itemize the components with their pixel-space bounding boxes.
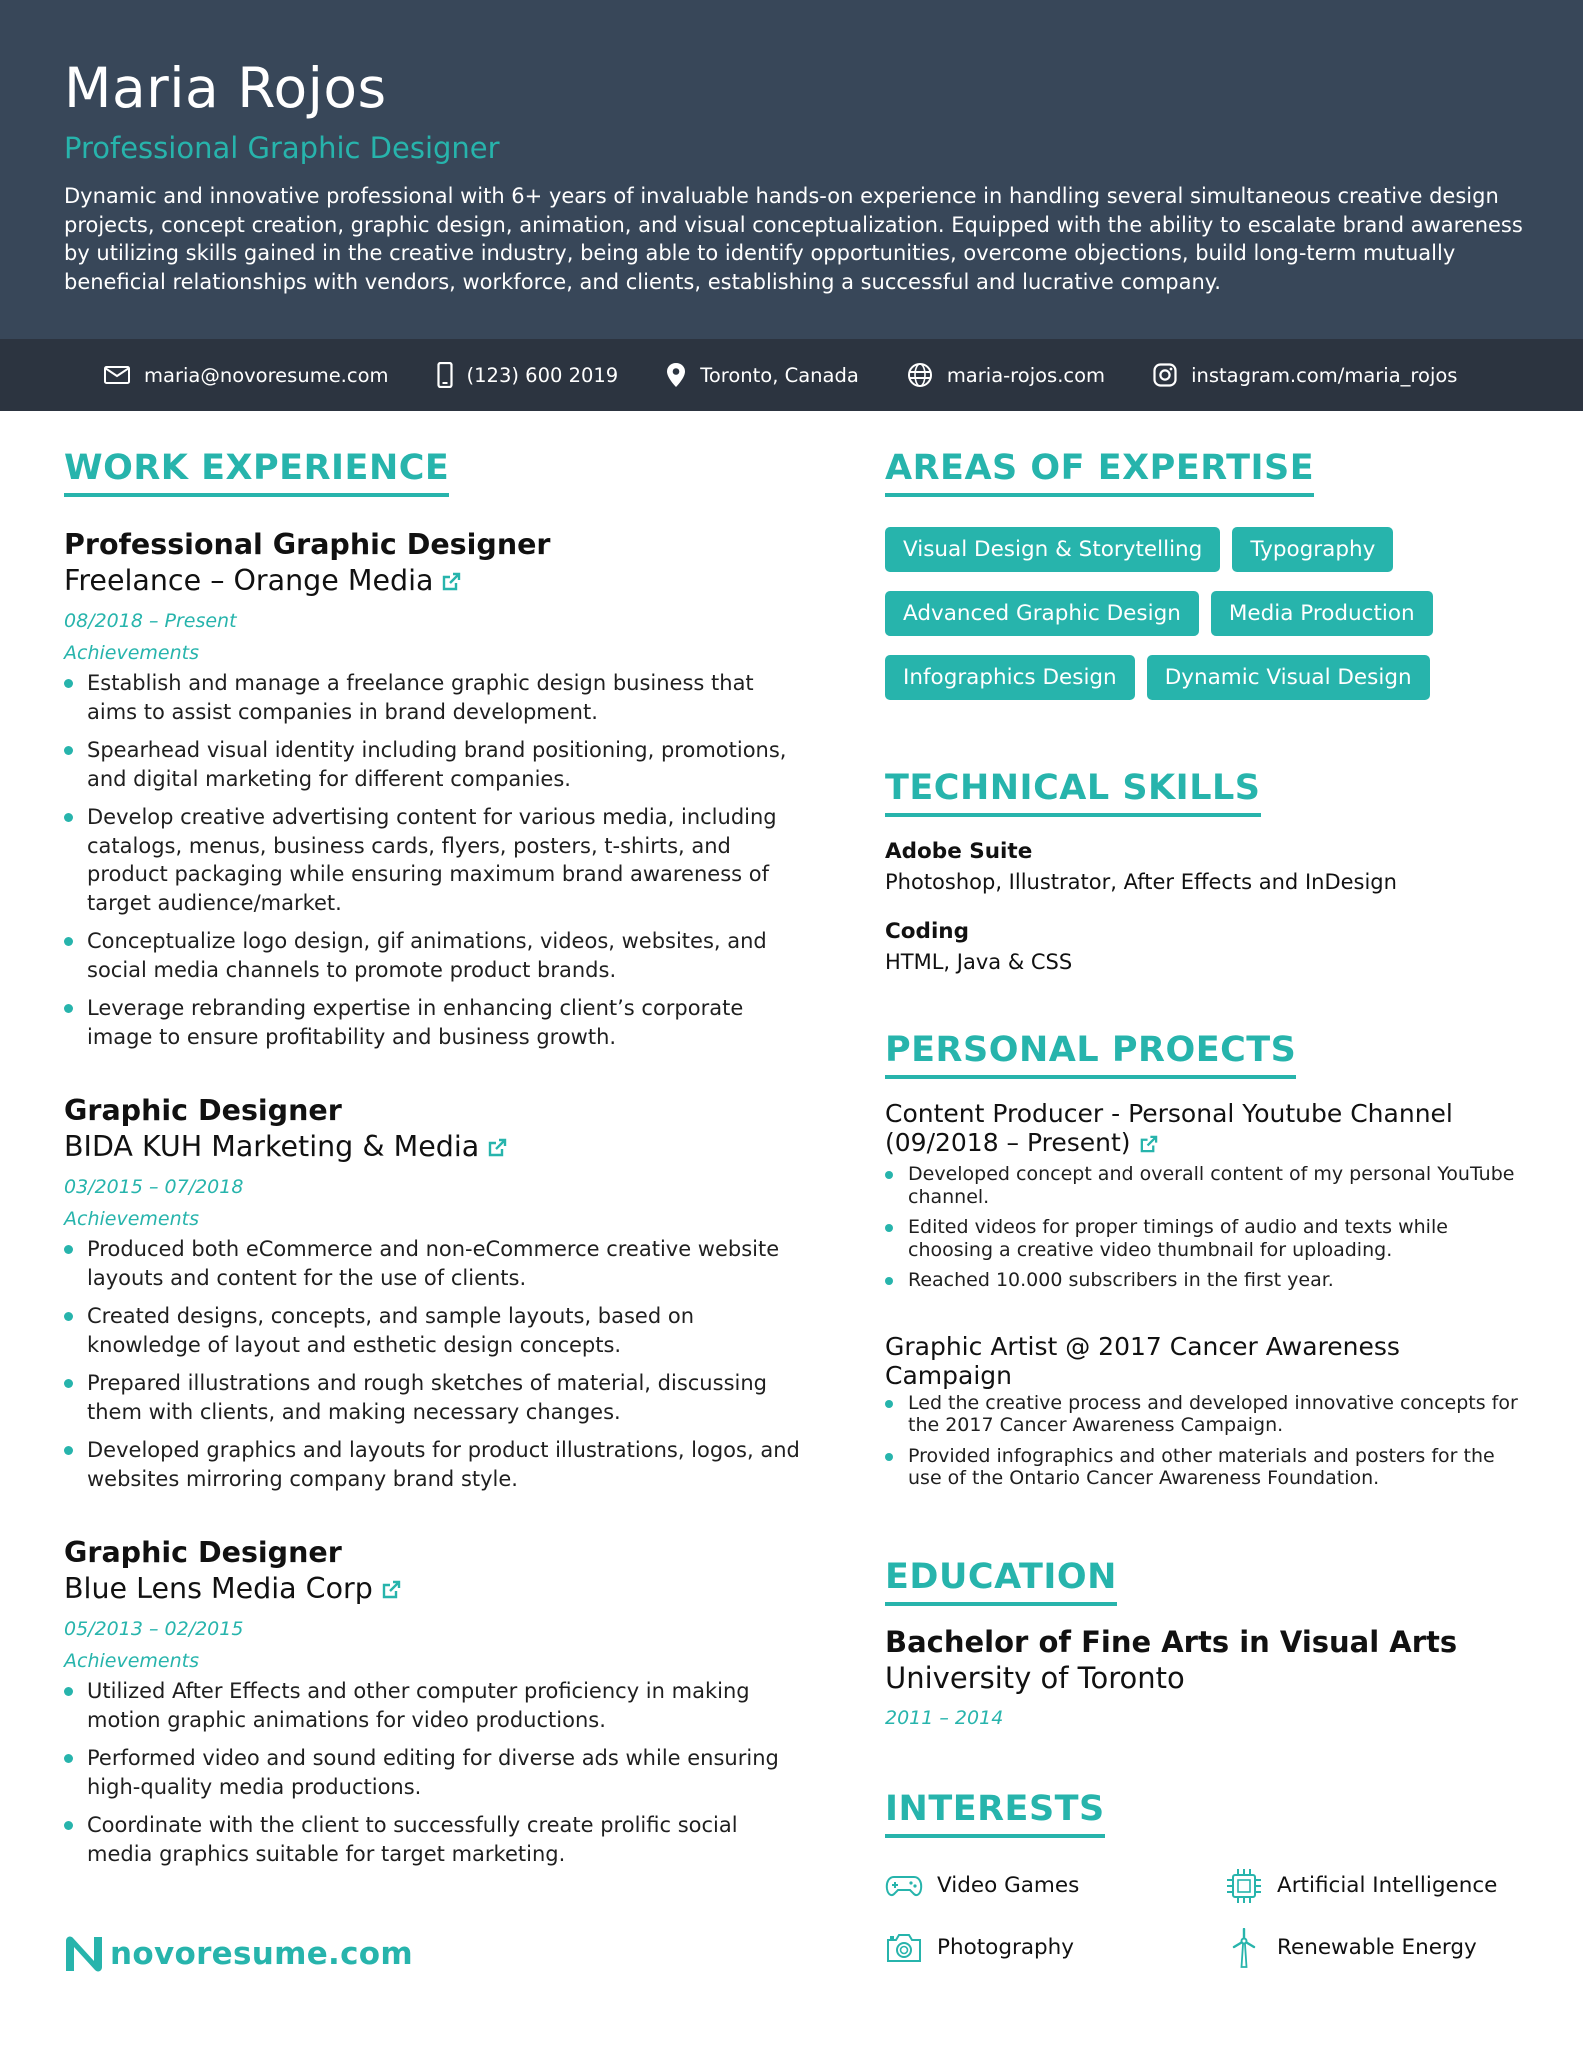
candidate-role: Professional Graphic Designer (64, 131, 500, 165)
interest-item (1225, 1868, 1515, 1904)
chip-icon (1225, 1867, 1263, 1905)
technical-skills-section (885, 765, 1525, 977)
achievement-item: Created designs, concepts, and sample layouts, based on knowledge of layout and esthetic design concepts. (64, 1302, 804, 1359)
job-company (64, 1129, 804, 1165)
resume-header (0, 0, 1583, 339)
interest-label: Video Games (937, 1873, 1080, 1898)
project-bullet-list (885, 1392, 1525, 1490)
expertise-tag: Visual Design & Storytelling (885, 527, 1220, 572)
expertise-tag: Infographics Design (885, 655, 1135, 700)
novoresume-logo-text: novoresume.com (110, 1936, 413, 1972)
job-title: Graphic Designer (64, 1536, 342, 1569)
interest-label: Artificial Intelligence (1277, 1873, 1498, 1898)
project-title: Content Producer - Personal Youtube Channel (885, 1099, 1453, 1128)
novoresume-logo[interactable] (64, 1935, 413, 1973)
expertise-tag: Dynamic Visual Design (1147, 655, 1430, 700)
contact-email[interactable] (104, 364, 389, 387)
project-bullet: Edited videos for proper timings of audio and texts while choosing a creative video thumbnail for uploading. (885, 1216, 1525, 1261)
skill-name: Coding (885, 919, 970, 944)
wind-turbine-icon (1225, 1928, 1263, 1968)
achievement-item: Produced both eCommerce and non-eCommerce creative website layouts and content for the use of clients. (64, 1235, 804, 1292)
profile-summary: Dynamic and innovative professional with 6+ years of invaluable hands-on experience in handling several simultaneous creative design projects, concept creation, graphic design, animation, and visual conceptualization. Equipped with the ability to escalate brand awareness by utilizing skills gained in the creative industry, being able to identify opportunities, overcome objections, build long-term mutually beneficial relationships with vendors, workforce, and clients, establishing a successful and lucrative company. (64, 184, 1523, 294)
education-school: University of Toronto (885, 1660, 1185, 1695)
skill-detail: Photoshop, Illustrator, After Effects and InDesign (885, 870, 1397, 894)
contact-phone[interactable] (437, 362, 619, 388)
job-date: 08/2018 – Present (64, 610, 237, 632)
interests-title: INTERESTS (885, 1786, 1105, 1838)
achievement-item: Performed video and sound editing for diverse ads while ensuring high-quality media productions. (64, 1744, 804, 1801)
novoresume-n-icon (64, 1935, 104, 1973)
work-experience-title: WORK EXPERIENCE (64, 445, 449, 497)
skill-name: Adobe Suite (885, 839, 1033, 864)
job-company-name: BIDA KUH Marketing & Media (64, 1130, 480, 1163)
expertise-tag: Typography (1232, 527, 1393, 572)
achievement-list (64, 1235, 804, 1493)
expertise-tag: Advanced Graphic Design (885, 591, 1199, 636)
left-column (64, 445, 804, 1878)
skill-group (885, 917, 1525, 977)
interest-item (885, 1868, 1225, 1904)
contact-bar (0, 339, 1583, 411)
project-dates (885, 1128, 1525, 1157)
project-bullet: Reached 10.000 subscribers in the first year. (885, 1269, 1525, 1292)
external-link-icon[interactable] (441, 572, 461, 592)
right-column (885, 445, 1525, 1966)
location-pin-icon (666, 362, 686, 388)
achievement-list (64, 1677, 804, 1868)
job-date: 05/2013 – 02/2015 (64, 1618, 244, 1640)
expertise-tag: Media Production (1211, 591, 1433, 636)
interest-item (885, 1930, 1225, 1966)
job-entry (64, 1535, 804, 1868)
education-degree: Bachelor of Fine Arts in Visual Arts (885, 1624, 1458, 1659)
achievement-item: Conceptualize logo design, gif animations, videos, websites, and social media channels to promote product brands. (64, 927, 804, 984)
project-bullet: Led the creative process and developed innovative concepts for the 2017 Cancer Awareness Campaign. (885, 1392, 1525, 1437)
external-link-icon[interactable] (1139, 1135, 1158, 1154)
education-entry (885, 1624, 1525, 1734)
education-section (885, 1554, 1525, 1734)
job-entry (64, 527, 804, 1051)
interests-grid (885, 1868, 1525, 1966)
project-entry (885, 1332, 1525, 1490)
project-title: Graphic Artist @ 2017 Cancer Awareness Campaign (885, 1331, 1400, 1390)
contact-instagram-text: instagram.com/maria_rojos (1191, 363, 1458, 387)
achievement-item: Coordinate with the client to successfully create prolific social media graphics suitable for target marketing. (64, 1811, 804, 1868)
contact-location (666, 362, 859, 388)
contact-email-text: maria@novoresume.com (144, 363, 389, 387)
job-entry (64, 1093, 804, 1493)
job-company (64, 563, 804, 599)
project-dates-text: (09/2018 – Present) (885, 1128, 1131, 1157)
phone-icon (437, 362, 453, 388)
interest-label: Renewable Energy (1277, 1935, 1477, 1960)
personal-projects-section (885, 1027, 1525, 1490)
achievement-list (64, 669, 804, 1051)
achievements-label: Achievements (64, 642, 199, 664)
project-entry (885, 1099, 1525, 1292)
job-company (64, 1571, 804, 1607)
instagram-icon (1153, 363, 1177, 387)
contact-phone-text: (123) 600 2019 (466, 363, 619, 387)
expertise-tags (885, 527, 1445, 719)
external-link-icon[interactable] (381, 1580, 401, 1600)
technical-skills-title: TECHNICAL SKILLS (885, 765, 1261, 817)
contact-website-text: maria-rojos.com (946, 363, 1106, 387)
personal-projects-title: PERSONAL PROECTS (885, 1027, 1296, 1079)
job-title: Graphic Designer (64, 1094, 342, 1127)
interest-item (1225, 1930, 1515, 1966)
project-bullet: Provided infographics and other materials and posters for the use of the Ontario Cancer Awareness Foundation. (885, 1445, 1525, 1490)
achievement-item: Establish and manage a freelance graphic design business that aims to assist companies in brand development. (64, 669, 804, 726)
job-company-name: Blue Lens Media Corp (64, 1572, 373, 1605)
project-bullet: Developed concept and overall content of my personal YouTube channel. (885, 1163, 1525, 1208)
expertise-title: AREAS OF EXPERTISE (885, 445, 1314, 497)
candidate-name: Maria Rojos (64, 56, 387, 120)
gamepad-icon (885, 1871, 923, 1901)
interest-label: Photography (937, 1935, 1074, 1960)
camera-icon (885, 1932, 923, 1964)
skill-group (885, 837, 1525, 897)
achievement-item: Leverage rebranding expertise in enhancing client’s corporate image to ensure profitability and business growth. (64, 994, 804, 1051)
achievement-item: Prepared illustrations and rough sketches of material, discussing them with clients, and making necessary changes. (64, 1369, 804, 1426)
achievements-label: Achievements (64, 1208, 199, 1230)
project-bullet-list (885, 1163, 1525, 1292)
achievement-item: Utilized After Effects and other computer proficiency in making motion graphic animations for video productions. (64, 1677, 804, 1734)
achievement-item: Develop creative advertising content for various media, including catalogs, menus, business cards, flyers, posters, t-shirts, and product packaging while ensuring maximum brand awareness of target audience/market. (64, 803, 804, 917)
skill-detail: HTML, Java & CSS (885, 950, 1073, 974)
external-link-icon[interactable] (487, 1138, 507, 1158)
globe-icon (907, 362, 933, 388)
achievements-label: Achievements (64, 1650, 199, 1672)
interests-section (885, 1786, 1525, 1966)
email-icon (104, 366, 130, 384)
job-title: Professional Graphic Designer (64, 528, 551, 561)
contact-instagram[interactable] (1153, 363, 1457, 387)
job-date: 03/2015 – 07/2018 (64, 1176, 244, 1198)
contact-website[interactable] (907, 362, 1105, 388)
contact-location-text: Toronto, Canada (700, 363, 859, 387)
achievement-item: Spearhead visual identity including brand positioning, promotions, and digital marketing for different companies. (64, 736, 804, 793)
achievement-item: Developed graphics and layouts for product illustrations, logos, and websites mirroring company brand style. (64, 1436, 804, 1493)
job-company-name: Freelance – Orange Media (64, 564, 434, 597)
education-title: EDUCATION (885, 1554, 1117, 1606)
education-date: 2011 – 2014 (885, 1706, 1004, 1729)
